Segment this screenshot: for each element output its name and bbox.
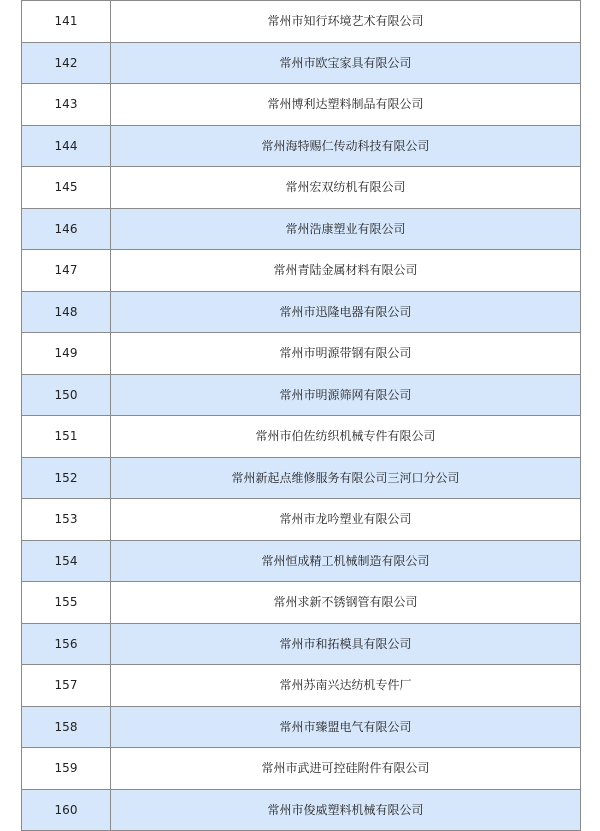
row-number: 160: [22, 789, 111, 831]
company-name: 常州市明源筛网有限公司: [111, 374, 581, 416]
row-number: 144: [22, 125, 111, 167]
row-number: 149: [22, 333, 111, 375]
company-name: 常州苏南兴达纺机专件厂: [111, 665, 581, 707]
company-table-body: [22, 1, 581, 831]
row-number: 148: [22, 291, 111, 333]
table-row: [22, 208, 581, 250]
row-number: 143: [22, 84, 111, 126]
row-number: 154: [22, 540, 111, 582]
company-name: 常州青陆金属材料有限公司: [111, 250, 581, 292]
row-number: 159: [22, 748, 111, 790]
company-name: 常州市欧宝家具有限公司: [111, 42, 581, 84]
table-row: [22, 167, 581, 209]
company-name: 常州博利达塑料制品有限公司: [111, 84, 581, 126]
company-name: 常州市迅隆电器有限公司: [111, 291, 581, 333]
company-name: 常州海特赐仁传动科技有限公司: [111, 125, 581, 167]
company-name: 常州市俊威塑料机械有限公司: [111, 789, 581, 831]
company-name: 常州恒成精工机械制造有限公司: [111, 540, 581, 582]
table-row: [22, 582, 581, 624]
table-row: [22, 623, 581, 665]
table-row: [22, 748, 581, 790]
company-name: 常州市臻盟电气有限公司: [111, 706, 581, 748]
company-name: 常州市伯佐纺织机械专件有限公司: [111, 416, 581, 458]
company-table-container: [21, 0, 581, 831]
row-number: 150: [22, 374, 111, 416]
row-number: 141: [22, 1, 111, 43]
row-number: 156: [22, 623, 111, 665]
row-number: 158: [22, 706, 111, 748]
row-number: 147: [22, 250, 111, 292]
table-row: [22, 333, 581, 375]
table-row: [22, 125, 581, 167]
row-number: 151: [22, 416, 111, 458]
row-number: 153: [22, 499, 111, 541]
table-row: [22, 416, 581, 458]
row-number: 157: [22, 665, 111, 707]
company-name: 常州市和拓模具有限公司: [111, 623, 581, 665]
company-name: 常州浩康塑业有限公司: [111, 208, 581, 250]
company-name: 常州市武进可控硅附件有限公司: [111, 748, 581, 790]
table-row: [22, 291, 581, 333]
table-row: [22, 499, 581, 541]
table-row: [22, 1, 581, 43]
row-number: 155: [22, 582, 111, 624]
table-row: [22, 665, 581, 707]
table-row: [22, 84, 581, 126]
company-name: 常州求新不锈钢管有限公司: [111, 582, 581, 624]
table-row: [22, 250, 581, 292]
row-number: 142: [22, 42, 111, 84]
company-name: 常州新起点维修服务有限公司三河口分公司: [111, 457, 581, 499]
table-row: [22, 457, 581, 499]
company-name: 常州市龙吟塑业有限公司: [111, 499, 581, 541]
company-name: 常州市知行环境艺术有限公司: [111, 1, 581, 43]
row-number: 152: [22, 457, 111, 499]
row-number: 146: [22, 208, 111, 250]
company-name: 常州宏双纺机有限公司: [111, 167, 581, 209]
table-row: [22, 789, 581, 831]
table-row: [22, 374, 581, 416]
table-row: [22, 706, 581, 748]
company-table: [21, 0, 581, 831]
table-row: [22, 540, 581, 582]
table-row: [22, 42, 581, 84]
company-name: 常州市明源带钢有限公司: [111, 333, 581, 375]
row-number: 145: [22, 167, 111, 209]
